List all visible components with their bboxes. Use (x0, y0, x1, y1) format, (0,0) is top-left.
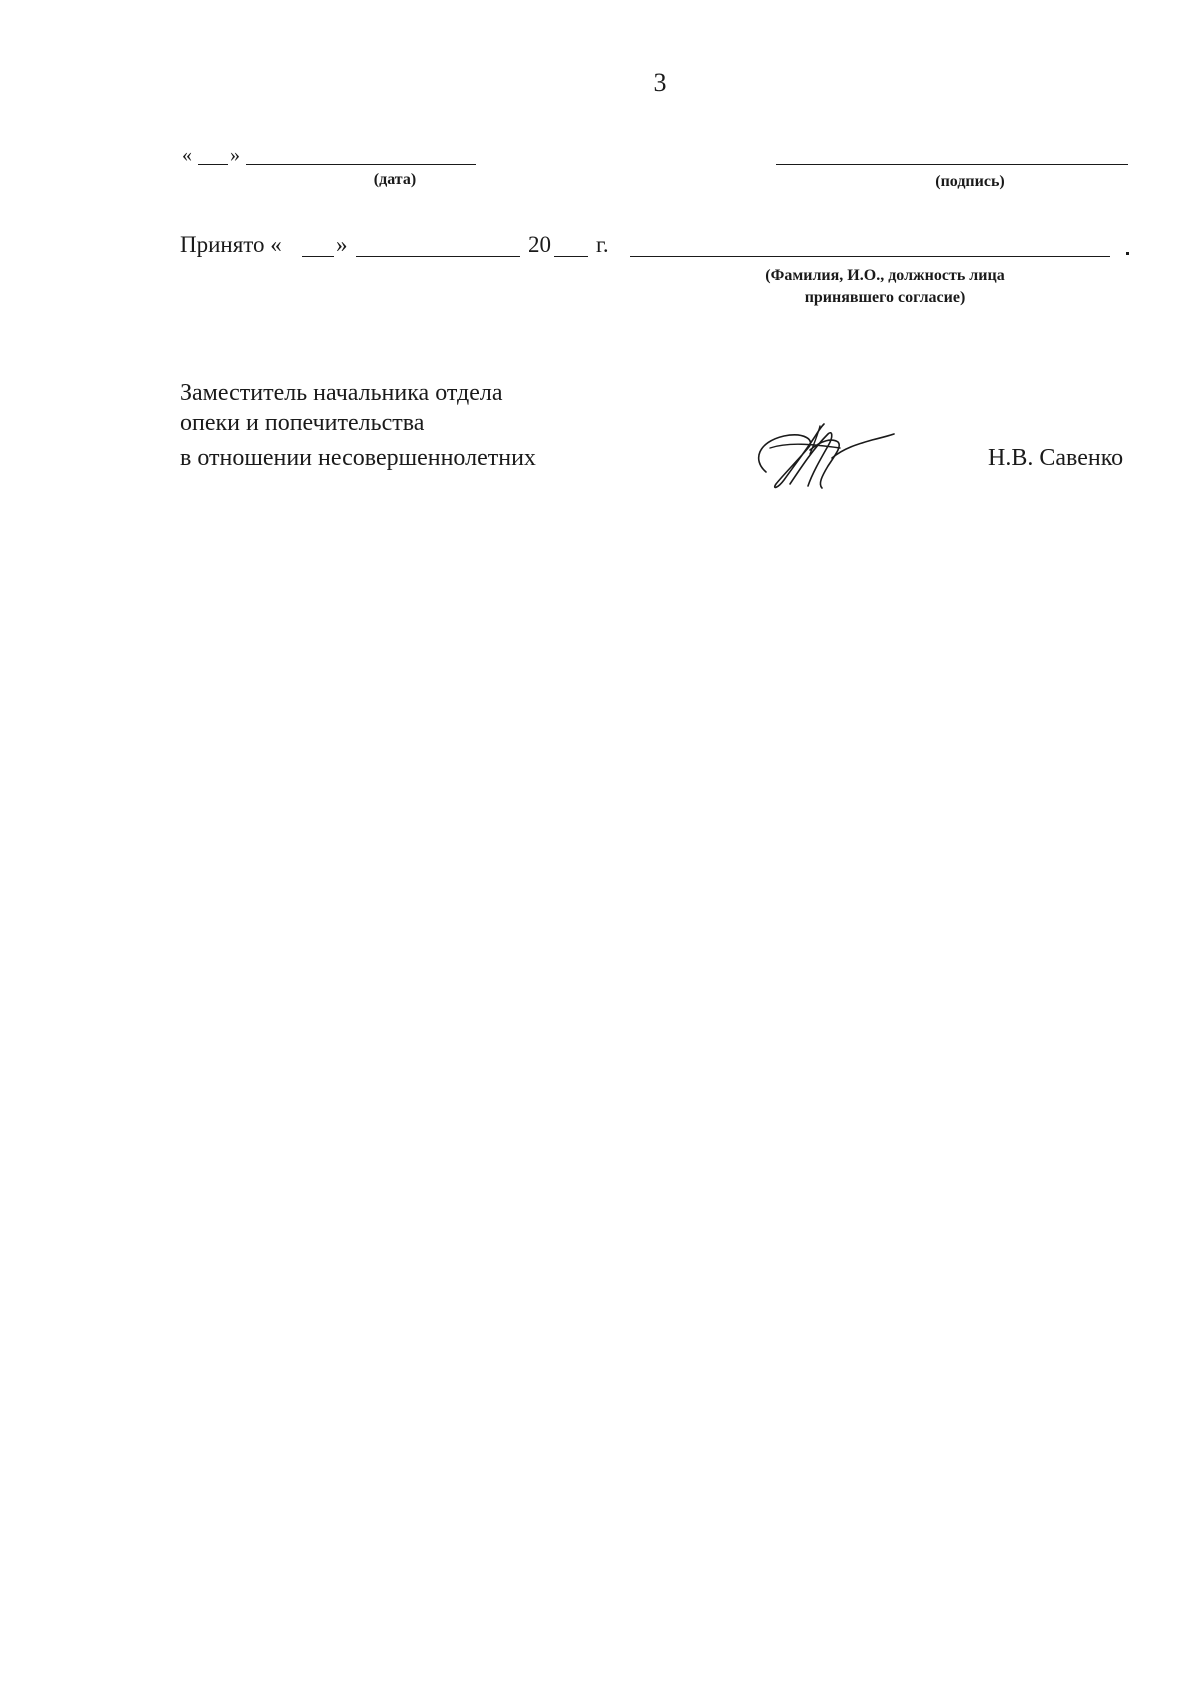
signatory-position-line2: опеки и попечительства (180, 410, 425, 436)
signature-blank (776, 164, 1128, 165)
date-caption: (дата) (373, 171, 417, 188)
date-day-blank (198, 164, 228, 165)
signatory-position-line1: Заместитель начальника отдела (180, 380, 503, 406)
accepted-day-blank (302, 256, 334, 257)
accepted-label: Принято « (180, 232, 282, 257)
handwritten-signature (748, 414, 898, 494)
signature-caption: (подпись) (935, 173, 1005, 190)
accepted-year-suffix: г. (596, 232, 609, 257)
accepted-quote-close: » (336, 232, 348, 257)
date-month-blank (246, 164, 476, 165)
accepted-month-blank (356, 256, 520, 257)
signatory-position-line3: в отношении несовершеннолетних (180, 445, 536, 471)
accepted-caption-line1: (Фамилия, И.О., должность лица (765, 267, 1005, 284)
trailing-dot (1126, 252, 1129, 255)
page-number: 3 (653, 68, 667, 97)
date-quote-close: » (230, 144, 240, 166)
date-quote-open: « (182, 144, 192, 166)
accepted-year-blank (554, 256, 588, 257)
accepted-caption-line2: принявшего согласие) (804, 289, 966, 306)
accepted-year-prefix: 20 (528, 232, 551, 257)
signatory-name: Н.В. Савенко (988, 445, 1124, 471)
accepted-person-blank (630, 256, 1110, 257)
